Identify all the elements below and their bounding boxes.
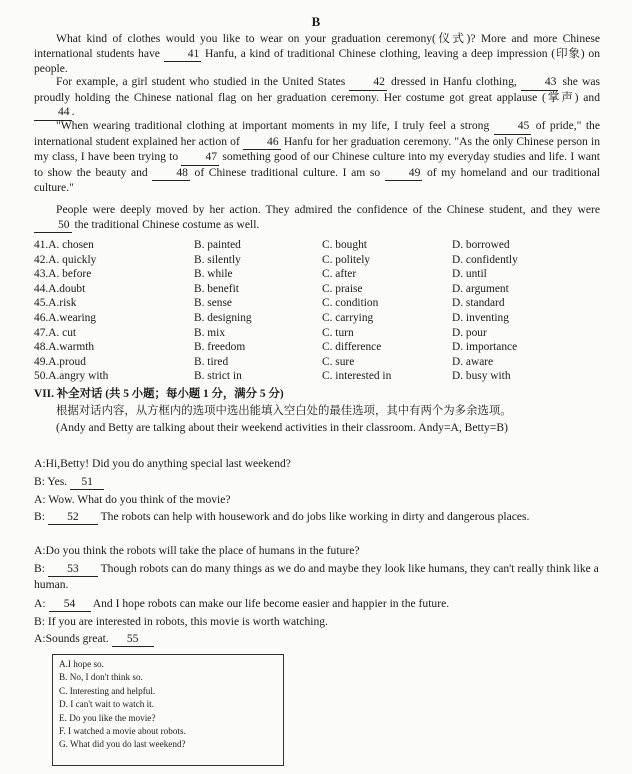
option: C. bought: [322, 239, 367, 251]
option-row-45: [34, 296, 600, 311]
dialogue-line-7: [34, 596, 600, 612]
dialogue-line-8: B: If you are interested in robots, this movie is worth watching.: [34, 615, 328, 628]
section-title: B: [311, 14, 321, 29]
text: dressed in Hanfu clothing,: [390, 75, 517, 88]
option: D. importance: [452, 341, 518, 354]
text: of Chinese traditional culture. I am so: [194, 165, 381, 179]
option: B. while: [194, 268, 233, 281]
option-row-46: [34, 311, 600, 326]
text: of my homeland and our traditional culture.": [34, 165, 601, 195]
option-row-49: [34, 355, 600, 370]
blank-55: 55: [112, 631, 154, 647]
choice-c: C. Interesting and helpful.: [59, 685, 156, 696]
option: B. designing: [194, 311, 252, 324]
text: People were deeply moved by her action. They admired the confidence of the Chinese student, and they were: [56, 203, 600, 216]
passage-paragraph-2: [34, 75, 600, 121]
option: 48.A.warmth: [34, 341, 95, 354]
option-row-48: [34, 340, 600, 355]
blank-53: 53: [48, 561, 98, 577]
option: D. busy with: [452, 370, 511, 383]
text: Hanfu for her graduation ceremony. "As the only Chinese person in my class, I have been trying to: [34, 134, 600, 164]
option: B. silently: [194, 253, 241, 266]
blank-45: 45: [494, 119, 532, 135]
text: she was proudly holding the Chinese national flag on her graduation ceremony. Her costume got great applause (掌声) and: [34, 75, 600, 104]
dialogue-context: (Andy and Betty are talking about their weekend activities in their classroom. Andy=A, Betty=B): [56, 421, 508, 434]
blank-49: 49: [385, 166, 423, 182]
option: B. strict in: [194, 370, 242, 383]
text: What kind of clothes would you like to wear on your graduation ceremony(仪式)? More and more Chinese international students have: [34, 32, 600, 60]
option: 44.A.doubt: [34, 282, 86, 295]
dialogue-line-6: [34, 561, 600, 592]
text: For example, a girl student who studied in the United States: [56, 75, 346, 88]
option: C. turn: [322, 326, 354, 339]
option: D. confidently: [452, 253, 518, 266]
text: Hanfu, a kind of traditional Chinese clothing, leaving a deep impression (印象) on people.: [34, 46, 600, 76]
passage-paragraph-4: [34, 203, 600, 233]
option: C. sure: [322, 355, 355, 368]
option-row-44: [34, 282, 600, 297]
blank-51: 51: [70, 474, 104, 490]
text: And I hope robots can make our life become easier and happier in the future.: [92, 597, 450, 610]
option: C. carrying: [322, 311, 374, 324]
option-row-50: [34, 369, 600, 384]
option: D. inventing: [452, 311, 509, 324]
option: 41.A. chosen: [34, 239, 94, 251]
blank-54: 54: [49, 596, 91, 612]
option: D. borrowed: [452, 239, 510, 251]
passage-paragraph-1: [34, 32, 600, 77]
option: 49.A.proud: [34, 355, 86, 368]
choice-e: E. Do you like the movie?: [59, 712, 156, 723]
option: D. aware: [452, 355, 494, 368]
blank-52: 52: [48, 509, 98, 525]
option: C. politely: [322, 253, 371, 266]
option-row-41: [34, 238, 600, 253]
option: 50.A.angry with: [34, 370, 109, 383]
dialogue-line-1: A:Hi,Betty! Did you do anything special last weekend?: [34, 457, 291, 470]
option: B. benefit: [194, 282, 239, 295]
text: A:Sounds great.: [34, 632, 109, 645]
option: C. interested in: [322, 370, 392, 383]
dialogue-line-5: A:Do you think the robots will take the place of humans in the future?: [34, 544, 360, 557]
option: B. sense: [194, 297, 232, 310]
option-row-47: [34, 326, 600, 341]
option: 47.A. cut: [34, 326, 77, 339]
section-7-instruction: 根据对话内容，从方框内的选项中选出能填入空白处的最佳选项，其中有两个为多余选项。: [56, 405, 512, 417]
blank-47: 47: [181, 150, 219, 166]
text: of pride," the international student explained her action of: [34, 119, 600, 148]
text: .: [71, 105, 75, 119]
dialogue-line-3: A: Wow. What do you think of the movie?: [34, 493, 231, 506]
dialogue-line-9: [34, 631, 600, 647]
option: 42.A. quickly: [34, 253, 97, 266]
option: D. argument: [452, 282, 509, 295]
option: C. condition: [322, 297, 379, 310]
text: The robots can help with housework and do jobs like working in dirty and dangerous places.: [100, 510, 530, 523]
text: something good of our Chinese culture into my everyday studies and life. I want to show the beauty and: [34, 150, 601, 179]
text: the traditional Chinese costume as well.: [74, 217, 260, 231]
dialogue-line-2: [34, 474, 600, 490]
option: C. difference: [322, 341, 382, 354]
choice-g: G. What did you do last weekend?: [59, 739, 186, 750]
choice-b: B. No, I don't think so.: [59, 672, 143, 683]
options-table: [34, 238, 600, 384]
option: D. until: [452, 268, 487, 281]
option: D. pour: [452, 326, 487, 339]
option-row-43: [34, 267, 600, 282]
text: B: Yes.: [34, 475, 68, 488]
option: C. praise: [322, 282, 363, 295]
option: C. after: [322, 268, 357, 281]
passage-paragraph-3: [34, 119, 600, 196]
blank-44: 44: [34, 105, 72, 121]
option: D. standard: [452, 297, 505, 310]
blank-48: 48: [152, 166, 190, 182]
text: B:: [34, 562, 45, 575]
choice-f: F. I watched a movie about robots.: [59, 726, 186, 737]
option: 46.A.wearing: [34, 311, 96, 324]
blank-46: 46: [243, 135, 281, 151]
option: B. mix: [194, 326, 226, 339]
option-row-42: [34, 253, 600, 268]
choice-d: D. I can't wait to watch it.: [59, 699, 155, 710]
text: A:: [34, 597, 46, 610]
text: "When wearing traditional clothing at important moments in my life, I truly feel a strong: [56, 119, 490, 132]
text: Though robots can do many things as we do and maybe they look like humans, they can't really think like a human.: [34, 562, 599, 591]
choices-box: [52, 654, 284, 766]
blank-43: 43: [521, 75, 559, 91]
option: 45.A.risk: [34, 297, 77, 310]
option: B. tired: [194, 355, 229, 368]
option: B. freedom: [194, 341, 246, 354]
blank-50: 50: [34, 218, 72, 234]
option: 43.A. before: [34, 268, 92, 281]
section-7-heading: VII. 补全对话 (共 5 小题；每小题 1 分，满分 5 分): [34, 388, 284, 400]
option: B. painted: [194, 239, 241, 251]
blank-42: 42: [349, 75, 387, 91]
dialogue-line-4: [34, 509, 600, 525]
blank-41: 41: [164, 47, 202, 63]
text: B:: [34, 510, 45, 523]
choice-a: A.I hope so.: [59, 659, 104, 669]
